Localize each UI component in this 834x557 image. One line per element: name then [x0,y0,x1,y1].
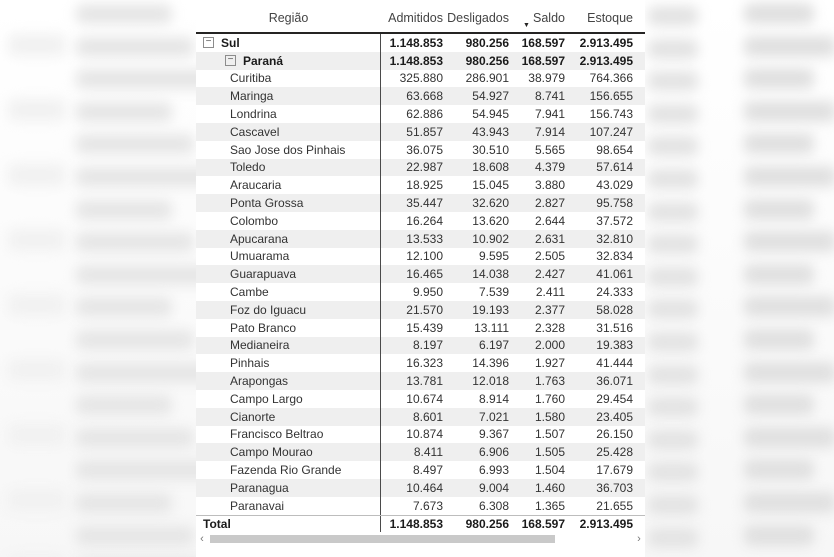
value-cell: 2.644 [534,213,565,228]
matrix-table [196,0,645,557]
value-cell: 325.880 [399,71,443,86]
row-label: Medianeira [230,338,290,353]
row-label: Londrina [230,107,277,122]
value-cell: 15.439 [406,320,443,335]
row-label-cell [196,265,381,283]
value-cell: 16.465 [406,267,443,282]
value-cell: 41.444 [596,356,633,371]
table-row[interactable] [196,461,645,479]
blurred-content-blob [648,267,698,287]
blurred-content-blob [648,234,698,254]
table-row[interactable] [196,248,645,266]
blurred-content-blob [8,294,66,316]
value-cell: 10.902 [472,231,509,246]
row-label-cell [196,70,381,88]
table-row[interactable] [196,52,645,70]
blurred-content-blob [744,427,834,448]
table-row[interactable] [196,337,645,355]
row-label: Umuarama [230,249,290,264]
blurred-content-blob [744,394,814,415]
value-cell: 19.193 [472,302,509,317]
row-label: Fazenda Rio Grande [230,463,342,478]
value-cell: 2.000 [534,338,565,353]
table-row[interactable] [196,230,645,248]
value-cell: 12.100 [406,249,443,264]
blurred-content-blob [744,525,814,546]
value-cell: 2.377 [534,302,565,317]
blurred-content-blob [648,39,698,59]
value-cell: 980.256 [465,35,509,50]
value-cell: 10.874 [406,427,443,442]
blurred-content-blob [744,3,814,24]
blurred-content-blob [648,332,698,352]
value-cell: 980.256 [465,53,509,68]
blurred-content-blob [648,136,698,156]
value-cell: 980.256 [465,516,509,531]
value-cell: 15.045 [472,178,509,193]
value-cell: 2.427 [534,267,565,282]
blurred-content-blob [648,6,698,26]
scroll-left-arrow[interactable]: ‹ [200,533,204,546]
value-cell: 8.411 [413,445,443,460]
value-cell: 2.913.495 [579,35,633,50]
blurred-content-blob [648,169,698,189]
value-cell: 19.383 [596,338,633,353]
value-cell: 1.148.853 [389,35,443,50]
value-cell: 31.516 [596,320,633,335]
value-cell: 6.993 [478,463,509,478]
blurred-content-blob [76,330,194,350]
row-label-cell [196,105,381,123]
value-cell: 26.150 [596,427,633,442]
blurred-content-blob [648,528,698,548]
value-cell: 1.760 [534,391,565,406]
value-cell: 13.620 [472,213,509,228]
blurred-content-blob [76,265,216,285]
row-label: Francisco Beltrao [230,427,324,442]
blurred-content-blob [744,166,834,187]
blurred-content-blob [8,229,66,251]
row-label-cell [196,212,381,230]
table-row[interactable] [196,176,645,194]
column-header-admitidos[interactable]: Admitidos [388,11,443,25]
table-row[interactable] [196,283,645,301]
value-cell: 29.454 [596,391,633,406]
table-row[interactable] [196,479,645,497]
value-cell: 2.411 [535,285,565,300]
blurred-content-blob [744,68,814,89]
row-label-cell [196,159,381,177]
value-cell: 37.572 [596,213,633,228]
value-cell: 156.743 [589,107,633,122]
row-label: Total [203,516,231,531]
blurred-content-blob [76,493,172,513]
value-cell: 35.447 [406,196,443,211]
row-label-cell [196,337,381,355]
value-cell: 1.505 [534,445,565,460]
value-cell: 3.880 [534,178,565,193]
blurred-content-blob [8,359,66,381]
value-cell: 156.655 [589,89,633,104]
row-label: Campo Largo [230,391,303,406]
scrollbar-track[interactable] [210,535,631,543]
table-row[interactable] [196,301,645,319]
row-label: Sao Jose dos Pinhais [230,142,346,157]
table-row[interactable] [196,390,645,408]
blurred-content-blob [744,264,814,285]
blurred-content-blob [744,329,814,350]
value-cell: 9.004 [478,480,509,495]
table-row[interactable] [196,497,645,515]
value-cell: 6.906 [478,445,509,460]
blurred-content-blob [648,104,698,124]
row-label: Cianorte [230,409,276,424]
table-row[interactable] [196,354,645,372]
value-cell: 5.565 [534,142,565,157]
sort-descending-icon[interactable]: ▼ [523,22,530,29]
blurred-content-blob [648,430,698,450]
value-cell: 62.886 [406,107,443,122]
value-cell: 9.950 [412,285,443,300]
table-row[interactable] [196,443,645,461]
blurred-content-blob [76,102,172,122]
row-label-cell [196,426,381,444]
blurred-content-blob [8,424,66,446]
value-cell: 6.197 [478,338,509,353]
value-cell: 2.505 [534,249,565,264]
value-cell: 9.595 [478,249,509,264]
value-cell: 14.038 [472,267,509,282]
row-label-cell [196,301,381,319]
row-label-cell [196,141,381,159]
row-label-cell [196,443,381,461]
value-cell: 2.631 [534,231,565,246]
value-cell: 168.597 [521,53,565,68]
value-cell: 4.379 [534,160,565,175]
blurred-content-blob [648,202,698,222]
blurred-content-blob [76,69,216,89]
row-label: Paranagua [230,480,289,495]
value-cell: 13.533 [406,231,443,246]
value-cell: 8.741 [534,89,565,104]
table-row[interactable] [196,212,645,230]
value-cell: 32.834 [596,249,633,264]
value-cell: 2.913.495 [579,53,633,68]
value-cell: 21.655 [596,498,633,513]
value-cell: 6.308 [478,498,509,513]
scroll-right-arrow[interactable]: › [637,533,641,546]
value-cell: 12.018 [472,374,509,389]
column-header-estoque[interactable]: Estoque [587,11,633,25]
blurred-content-blob [744,133,814,154]
value-cell: 51.857 [406,124,443,139]
table-row[interactable] [196,426,645,444]
horizontal-scrollbar[interactable] [196,534,645,544]
value-cell: 36.703 [596,480,633,495]
collapse-icon[interactable]: − [203,37,214,48]
value-cell: 57.614 [596,160,633,175]
scrollbar-thumb[interactable] [210,535,555,543]
value-cell: 107.247 [589,124,633,139]
value-cell: 63.668 [406,89,443,104]
value-cell: 286.901 [465,71,509,86]
collapse-icon[interactable]: − [225,55,236,66]
row-label: Sul [221,35,240,50]
value-cell: 764.366 [589,71,633,86]
table-row[interactable] [196,319,645,337]
blurred-content-blob [648,397,698,417]
blurred-content-blob [76,460,216,480]
row-label-cell [196,390,381,408]
value-cell: 2.913.495 [579,516,633,531]
value-cell: 1.148.853 [389,516,443,531]
matrix-body [196,34,645,532]
value-cell: 1.504 [534,463,565,478]
value-cell: 38.979 [528,71,565,86]
value-cell: 9.367 [478,427,509,442]
row-label-cell [196,123,381,141]
value-cell: 16.264 [406,213,443,228]
blurred-content-blob [744,362,834,383]
column-header-regiao[interactable]: Região [268,11,309,25]
row-label-cell [196,176,381,194]
value-cell: 18.925 [406,178,443,193]
value-cell: 22.987 [406,160,443,175]
table-total-row[interactable] [196,515,645,533]
value-cell: 14.396 [472,356,509,371]
row-label-cell [196,319,381,337]
value-cell: 16.323 [406,356,443,371]
row-label-cell [196,283,381,301]
value-cell: 21.570 [406,302,443,317]
value-cell: 1.763 [534,374,565,389]
blurred-content-blob [744,459,814,480]
blurred-content-blob [744,36,834,57]
value-cell: 41.061 [596,267,633,282]
row-label-cell [196,87,381,105]
row-label: Apucarana [230,231,289,246]
value-cell: 32.810 [596,231,633,246]
value-cell: 13.781 [406,374,443,389]
value-cell: 32.620 [472,196,509,211]
value-cell: 1.580 [534,409,565,424]
row-label: Curitiba [230,71,272,86]
value-cell: 24.333 [596,285,633,300]
row-label: Cambe [230,285,269,300]
table-row[interactable] [196,159,645,177]
blurred-content-blob [76,428,194,448]
value-cell: 1.507 [534,427,565,442]
row-label: Paranavai [230,498,285,513]
blurred-content-blob [8,34,66,56]
row-label: Colombo [230,213,279,228]
row-label-cell [196,461,381,479]
value-cell: 1.365 [534,498,565,513]
value-cell: 1.460 [534,480,565,495]
table-row[interactable] [196,87,645,105]
value-cell: 43.943 [472,124,509,139]
table-row[interactable] [196,123,645,141]
row-label-cell [196,497,381,515]
blurred-content-blob [744,296,834,317]
value-cell: 30.510 [472,142,509,157]
table-row[interactable] [196,70,645,88]
value-cell: 1.148.853 [389,53,443,68]
table-row[interactable] [196,34,645,52]
value-cell: 36.071 [596,374,633,389]
value-cell: 18.608 [472,160,509,175]
value-cell: 54.927 [472,89,509,104]
blurred-content-blob [8,164,66,186]
value-cell: 98.654 [596,142,633,157]
row-label: Guarapuava [230,267,297,282]
row-label: Maringa [230,89,274,104]
table-row[interactable] [196,408,645,426]
value-cell: 2.827 [534,196,565,211]
blurred-content-blob [8,489,66,511]
blurred-content-blob [76,37,194,57]
value-cell: 1.927 [534,356,565,371]
column-header-desligados[interactable]: Desligados [447,11,509,25]
blurred-content-blob [76,4,172,24]
row-label-cell [196,372,381,390]
row-label: Foz do Iguacu [230,302,307,317]
row-label-cell [196,194,381,212]
row-label: Pinhais [230,356,270,371]
value-cell: 36.075 [406,142,443,157]
blurred-content-blob [744,492,834,513]
blurred-content-blob [76,134,194,154]
row-label: Campo Mourao [230,445,313,460]
row-label: Paraná [243,53,284,68]
blurred-content-blob [744,231,834,252]
value-cell: 8.197 [412,338,443,353]
row-label: Pato Branco [230,320,297,335]
blurred-content-blob [744,199,814,220]
row-label: Toledo [230,160,266,175]
table-row[interactable] [196,194,645,212]
blurred-content-blob [76,200,172,220]
blurred-content-blob [744,101,834,122]
value-cell: 7.673 [412,498,443,513]
row-label-cell [196,52,381,70]
value-cell: 43.029 [596,178,633,193]
blurred-content-blob [648,462,698,482]
row-label-cell [196,34,381,52]
matrix-header-row [196,0,645,34]
value-cell: 168.597 [521,35,565,50]
row-label-cell [196,516,381,533]
value-cell: 8.601 [412,409,443,424]
value-cell: 25.428 [596,445,633,460]
blurred-content-blob [8,99,66,121]
value-cell: 7.539 [478,285,509,300]
blurred-content-blob [648,71,698,91]
row-label-cell [196,354,381,372]
row-label: Arapongas [230,374,289,389]
table-row[interactable] [196,265,645,283]
value-cell: 7.941 [534,107,565,122]
blurred-content-blob [76,297,172,317]
value-cell: 58.028 [596,302,633,317]
table-row[interactable] [196,141,645,159]
row-label-cell [196,479,381,497]
blurred-content-blob [648,365,698,385]
row-label: Cascavel [230,124,280,139]
blurred-content-blob [76,395,172,415]
value-cell: 23.405 [596,409,633,424]
column-header-saldo[interactable]: Saldo [533,11,565,25]
table-row[interactable] [196,372,645,390]
value-cell: 8.497 [412,463,443,478]
row-label: Araucaria [230,178,282,193]
blurred-content-blob [76,526,194,546]
blurred-content-blob [648,299,698,319]
value-cell: 8.914 [478,391,509,406]
value-cell: 10.464 [406,480,443,495]
blurred-content-blob [76,232,194,252]
row-label: Ponta Grossa [230,196,304,211]
value-cell: 10.674 [406,391,443,406]
value-cell: 7.021 [478,409,509,424]
value-cell: 168.597 [521,516,565,531]
value-cell: 7.914 [534,124,565,139]
blurred-content-blob [76,167,216,187]
blurred-content-blob [648,495,698,515]
value-cell: 2.328 [534,320,565,335]
row-label-cell [196,408,381,426]
table-row[interactable] [196,105,645,123]
value-cell: 17.679 [596,463,633,478]
row-label-cell [196,230,381,248]
value-cell: 54.945 [472,107,509,122]
value-cell: 95.758 [596,196,633,211]
blurred-content-blob [76,363,216,383]
value-cell: 13.111 [474,320,509,335]
row-label-cell [196,248,381,266]
